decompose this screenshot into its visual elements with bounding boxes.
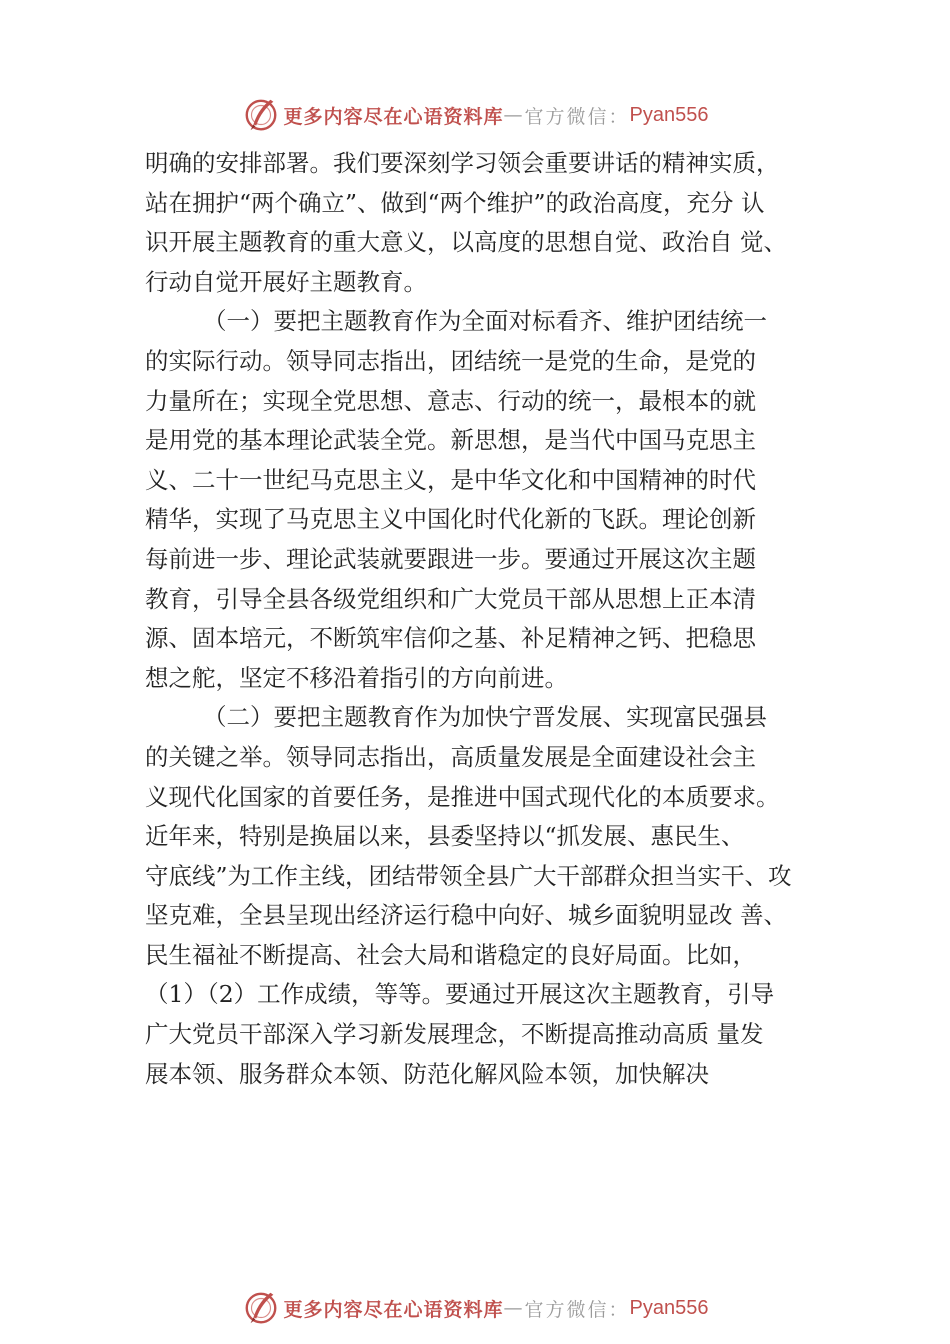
document-body <box>145 144 835 1094</box>
text-line: 力量所在；实现全党思想、意志、行动的统一，最根本的就 <box>145 386 756 415</box>
text-line: 的实际行动。领导同志指出，团结统一是党的生命，是党的 <box>145 346 756 375</box>
text-line: 教育，引导全县各级党组织和广大党员干部从思想上正本清 <box>145 584 756 613</box>
text-line: 识开展主题教育的重大意义，以高度的思想自觉、政治自 觉、 <box>145 228 787 257</box>
text-line: 展本领、服务群众本领、防范化解风险本领，加快解决 <box>145 1059 709 1088</box>
text-line: （一）要把主题教育作为全面对标看齐、维护团结统一 <box>203 307 767 336</box>
text-line: 站在拥护“两个确立”、做到“两个维护”的政治高度，充分 认 <box>145 188 765 217</box>
text-line: 精华，实现了马克思主义中国化时代化新的飞跃。理论创新 <box>145 505 756 534</box>
text-line: 守底线”为工作主线，团结带领全县广大干部群众担当实干、攻 <box>145 861 792 890</box>
footer-watermark <box>0 1288 950 1328</box>
header-watermark <box>0 95 950 135</box>
watermark-wechat-id: Pyan556 <box>629 1296 709 1319</box>
text-line: 想之舵，坚定不移沿着指引的方向前进。 <box>145 663 568 692</box>
watermark-dash: — <box>503 104 525 126</box>
text-line: 近年来，特别是换届以来，县委坚持以“抓发展、惠民生、 <box>145 822 745 851</box>
watermark-dash: — <box>503 1297 525 1319</box>
text-line: （二）要把主题教育作为加快宁晋发展、实现富民强县 <box>203 703 767 732</box>
watermark-wechat-id: Pyan556 <box>629 103 709 126</box>
watermark-main-text: 更多内容尽在心语资料库 <box>283 1298 504 1321</box>
text-line: 是用党的基本理论武装全党。新思想，是当代中国马克思主 <box>145 426 756 455</box>
text-line: 源、固本培元，不断筑牢信仰之基、补足精神之钙、把稳思 <box>145 624 756 653</box>
watermark-main-text: 更多内容尽在心语资料库 <box>283 105 504 128</box>
quill-logo-icon <box>242 1289 280 1327</box>
watermark-sub-text: 官方微信： <box>524 1298 630 1321</box>
quill-logo-icon <box>242 96 280 134</box>
text-line: 义、二十一世纪马克思主义，是中华文化和中国精神的时代 <box>145 465 756 494</box>
text-line: 明确的安排部署。我们要深刻学习领会重要讲话的精神实质， <box>145 149 780 177</box>
text-line: 义现代化国家的首要任务，是推进中国式现代化的本质要求。 <box>145 782 780 811</box>
text-line: 行动自觉开展好主题教育。 <box>145 267 427 296</box>
watermark-sub-text: 官方微信： <box>524 105 630 128</box>
text-line: 每前进一步、理论武装就要跟进一步。要通过开展这次主题 <box>145 544 756 573</box>
text-line: （1）（2）工作成绩，等等。要通过开展这次主题教育，引导 <box>145 980 775 1009</box>
text-line: 广大党员干部深入学习新发展理念，不断提高推动高质 量发 <box>145 1020 764 1049</box>
text-line: 的关键之举。领导同志指出，高质量发展是全面建设社会主 <box>145 742 756 771</box>
text-line: 坚克难，全县呈现出经济运行稳中向好、城乡面貌明显改 善、 <box>145 901 787 930</box>
text-line: 民生福祉不断提高、社会大局和谐稳定的良好局面。比如， <box>145 940 756 969</box>
